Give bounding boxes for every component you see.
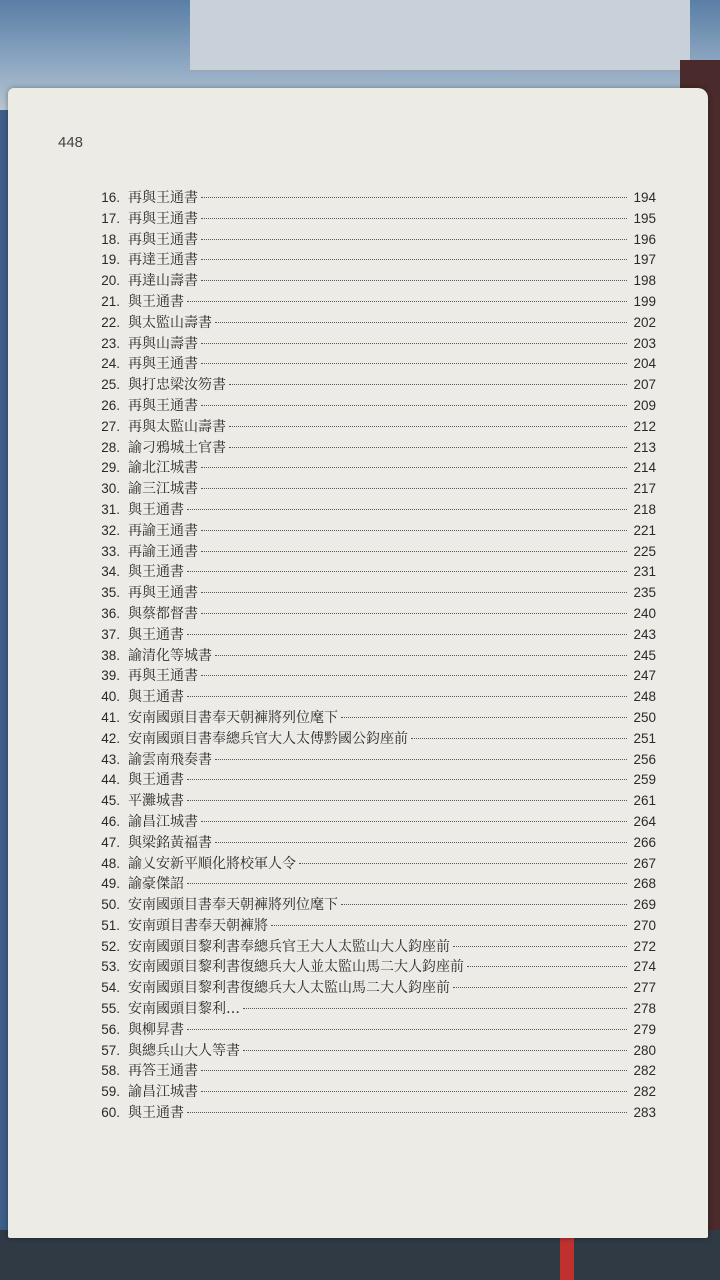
toc-dot-leader (201, 530, 627, 531)
toc-entry-page: 212 (633, 418, 656, 434)
toc-entry-title: 再與王通書 (128, 397, 198, 414)
toc-entry (86, 874, 656, 895)
toc-dot-leader (187, 571, 627, 572)
toc-entry-title: 安南頭目書奉天朝褲將 (128, 917, 268, 934)
toc-dot-leader (215, 842, 627, 843)
toc-entry-title: 諭北江城書 (128, 460, 198, 477)
toc-entry (86, 334, 656, 355)
toc-entry-page: 250 (633, 709, 656, 725)
toc-entry-number: 24. (101, 356, 120, 372)
toc-dot-leader (201, 675, 627, 676)
toc-entry-number: 47. (101, 834, 120, 850)
toc-dot-leader (453, 987, 627, 988)
toc-entry-page: 248 (633, 689, 656, 705)
toc-entry-number: 33. (101, 543, 120, 559)
toc-entry-title: 再諭王通書 (128, 543, 198, 560)
toc-entry-page: 194 (633, 190, 656, 205)
toc-entry (86, 687, 656, 708)
toc-entry-title: 與柳昇書 (128, 1021, 184, 1038)
toc-entry (86, 646, 656, 667)
toc-entry-title: 安南國頭目書奉總兵官大人太傅黔國公鈞座前 (128, 730, 408, 747)
toc-entry-title: 與太監山壽書 (128, 314, 212, 331)
toc-dot-leader (201, 259, 627, 260)
toc-entry-number: 44. (101, 772, 120, 788)
toc-entry (86, 375, 656, 396)
page-number: 448 (58, 134, 84, 151)
toc-entry-number: 60. (101, 1105, 120, 1121)
toc-entry-number: 57. (101, 1042, 120, 1058)
toc-entry-number: 55. (101, 1001, 120, 1017)
toc-entry-title: 諭昌江城書 (128, 813, 198, 830)
toc-entry-number: 36. (101, 605, 120, 621)
toc-entry-number: 25. (101, 377, 120, 393)
toc-entry-page: 268 (633, 876, 656, 892)
toc-entry-page: 280 (633, 1042, 656, 1058)
toc-entry-page: 235 (633, 585, 656, 601)
toc-entry (86, 895, 656, 916)
toc-entry (86, 1061, 656, 1082)
toc-entry-page: 209 (633, 397, 656, 413)
toc-dot-leader (201, 592, 627, 593)
toc-entry (86, 978, 656, 999)
toc-entry-title: 安南國頭目黎利書復總兵大人太監山馬二大人鈞座前 (128, 980, 450, 997)
toc-entry-page: 282 (633, 1084, 656, 1100)
toc-entry-page: 261 (633, 793, 656, 809)
toc-dot-leader (229, 447, 627, 448)
toc-entry-page: 269 (633, 897, 656, 913)
toc-entry (86, 770, 656, 791)
toc-entry (86, 625, 656, 646)
toc-entry-title: 與蔡都督書 (128, 605, 198, 622)
toc-entry-number: 45. (101, 793, 120, 809)
toc-entry-title: 再諭王通書 (128, 522, 198, 539)
toc-entry-page: 198 (633, 273, 656, 289)
toc-entry-page: 197 (633, 252, 656, 268)
toc-entry (86, 583, 656, 604)
toc-entry (86, 500, 656, 521)
toc-dot-leader (467, 966, 627, 967)
toc-entry-number: 56. (101, 1021, 120, 1037)
toc-entry-title: 再達山壽書 (128, 273, 198, 290)
toc-dot-leader (187, 779, 627, 780)
toc-entry-number: 32. (101, 522, 120, 538)
toc-dot-leader (201, 1091, 627, 1092)
toc-entry-number: 28. (101, 439, 120, 455)
toc-dot-leader (201, 1070, 627, 1071)
toc-entry-title: 諭清化等城書 (128, 647, 212, 664)
toc-dot-leader (341, 717, 627, 718)
toc-entry (86, 396, 656, 417)
toc-entry-number: 49. (101, 876, 120, 892)
toc-entry-page: 221 (633, 522, 656, 538)
toc-entry (86, 1041, 656, 1062)
toc-entry-title: 與王通書 (128, 626, 184, 643)
toc-entry-number: 29. (101, 460, 120, 476)
toc-entry-title: 與王通書 (128, 772, 184, 789)
toc-entry-page: 196 (633, 231, 656, 247)
toc-entry-title: 諭三江城書 (128, 481, 198, 498)
toc-dot-leader (187, 634, 627, 635)
toc-entry-page: 207 (633, 377, 656, 393)
toc-entry-page: 204 (633, 356, 656, 372)
toc-entry (86, 999, 656, 1020)
toc-entry (86, 354, 656, 375)
toc-entry-number: 22. (101, 314, 120, 330)
toc-entry (86, 957, 656, 978)
toc-entry-number: 42. (101, 730, 120, 746)
toc-dot-leader (201, 551, 627, 552)
toc-entry-page: 270 (633, 917, 656, 933)
toc-entry-page: 266 (633, 834, 656, 850)
toc-entry-title: 與王通書 (128, 564, 184, 581)
toc-dot-leader (271, 925, 627, 926)
toc-entry-title: 再達王通書 (128, 252, 198, 269)
toc-entry-title: 平灘城書 (128, 793, 184, 810)
toc-entry (86, 250, 656, 271)
toc-entry (86, 271, 656, 292)
toc-entry-page: 279 (633, 1021, 656, 1037)
toc-entry (86, 542, 656, 563)
toc-entry (86, 791, 656, 812)
toc-entry-title: 安南國頭目黎利… (128, 1001, 240, 1018)
toc-entry-page: 278 (633, 1001, 656, 1017)
toc-entry-number: 59. (101, 1084, 120, 1100)
toc-entry-number: 35. (101, 585, 120, 601)
book-page (8, 88, 708, 1238)
toc-entry (86, 708, 656, 729)
toc-entry (86, 479, 656, 500)
toc-entry-page: 231 (633, 564, 656, 580)
toc-dot-leader (201, 218, 627, 219)
toc-entry-title: 再與王通書 (128, 190, 198, 206)
toc-entry-number: 51. (101, 917, 120, 933)
toc-entry-page: 243 (633, 626, 656, 642)
toc-dot-leader (201, 467, 627, 468)
toc-entry-number: 21. (101, 293, 120, 309)
toc-entry (86, 188, 656, 209)
toc-entry (86, 230, 656, 251)
toc-entry-title: 諭乂安新平順化將校軍人令 (128, 855, 296, 872)
toc-entry-page: 213 (633, 439, 656, 455)
toc-entry-title: 安南國頭目書奉天朝褲將列位麾下 (128, 897, 338, 914)
toc-entry (86, 833, 656, 854)
toc-entry-title: 與王通書 (128, 1105, 184, 1122)
toc-entry (86, 292, 656, 313)
toc-dot-leader (187, 1029, 627, 1030)
toc-entry-title: 與王通書 (128, 293, 184, 310)
toc-entry-number: 23. (101, 335, 120, 351)
toc-entry (86, 313, 656, 334)
toc-entry-number: 54. (101, 980, 120, 996)
toc-entry-number: 19. (101, 252, 120, 268)
toc-entry-number: 58. (101, 1063, 120, 1079)
toc-entry-title: 再與王通書 (128, 668, 198, 685)
toc-dot-leader (215, 759, 627, 760)
toc-entry-number: 17. (101, 210, 120, 226)
toc-entry-title: 再與王通書 (128, 356, 198, 373)
toc-entry-page: 256 (633, 751, 656, 767)
toc-dot-leader (215, 322, 627, 323)
toc-dot-leader (341, 904, 627, 905)
toc-entry-page: 217 (633, 481, 656, 497)
toc-entry-number: 37. (101, 626, 120, 642)
toc-entry-number: 31. (101, 501, 120, 517)
toc-entry-number: 16. (101, 190, 120, 205)
toc-entry-page: 199 (633, 293, 656, 309)
toc-dot-leader (187, 1112, 627, 1113)
toc-entry-title: 再與太監山壽書 (128, 418, 226, 435)
toc-entry (86, 1020, 656, 1041)
toc-entry-page: 195 (633, 210, 656, 226)
toc-entry-number: 18. (101, 231, 120, 247)
toc-entry-title: 安南國頭目書奉天朝褲將列位麾下 (128, 709, 338, 726)
toc-entry-page: 251 (633, 730, 656, 746)
toc-entry-page: 218 (633, 501, 656, 517)
toc-entry (86, 521, 656, 542)
toc-dot-leader (215, 655, 627, 656)
toc-entry-title: 諭雲南飛奏書 (128, 751, 212, 768)
toc-entry-number: 20. (101, 273, 120, 289)
toc-entry (86, 937, 656, 958)
toc-entry-page: 282 (633, 1063, 656, 1079)
toc-entry-page: 245 (633, 647, 656, 663)
toc-entry-number: 50. (101, 897, 120, 913)
toc-entry-number: 53. (101, 959, 120, 975)
toc-dot-leader (201, 280, 627, 281)
toc-entry (86, 417, 656, 438)
toc-entry (86, 1103, 656, 1124)
toc-entry-page: 225 (633, 543, 656, 559)
toc-entry-title: 安南國頭目黎利書復總兵大人並太監山馬二大人鈞座前 (128, 959, 464, 976)
toc-entry (86, 854, 656, 875)
toc-entry-title: 再與王通書 (128, 210, 198, 227)
toc-entry-page: 259 (633, 772, 656, 788)
toc-entry-number: 38. (101, 647, 120, 663)
toc-entry-page: 274 (633, 959, 656, 975)
toc-dot-leader (453, 946, 627, 947)
toc-entry-title: 再答王通書 (128, 1063, 198, 1080)
background-object (190, 0, 690, 72)
toc-entry-page: 202 (633, 314, 656, 330)
toc-entry-page: 272 (633, 938, 656, 954)
toc-entry-title: 安南國頭目黎利書奉總兵官王大人太監山大人鈞座前 (128, 938, 450, 955)
toc-entry-number: 52. (101, 938, 120, 954)
toc-entry (86, 604, 656, 625)
toc-entry (86, 666, 656, 687)
toc-dot-leader (243, 1050, 627, 1051)
toc-entry-number: 43. (101, 751, 120, 767)
toc-entry (86, 209, 656, 230)
toc-dot-leader (411, 738, 627, 739)
toc-dot-leader (201, 363, 627, 364)
toc-entry-number: 39. (101, 668, 120, 684)
toc-entry-number: 46. (101, 813, 120, 829)
toc-entry-page: 267 (633, 855, 656, 871)
toc-entry-title: 與王通書 (128, 501, 184, 518)
toc-dot-leader (201, 821, 627, 822)
toc-entry-title: 諭豪傑詔 (128, 876, 184, 893)
toc-entry-page: 240 (633, 605, 656, 621)
toc-entry (86, 916, 656, 937)
toc-entry-title: 諭昌江城書 (128, 1084, 198, 1101)
toc-dot-leader (187, 800, 627, 801)
toc-dot-leader (243, 1008, 627, 1009)
toc-dot-leader (201, 488, 627, 489)
toc-entry-page: 247 (633, 668, 656, 684)
toc-entry-title: 與梁銘黃福書 (128, 834, 212, 851)
toc-entry (86, 750, 656, 771)
toc-entry-page: 203 (633, 335, 656, 351)
toc-entry-title: 再與王通書 (128, 231, 198, 248)
toc-entry-page: 283 (633, 1105, 656, 1121)
toc-entry-page: 214 (633, 460, 656, 476)
toc-entry (86, 562, 656, 583)
toc-entry (86, 438, 656, 459)
toc-entry-title: 再與王通書 (128, 585, 198, 602)
toc-entry-title: 與王通書 (128, 689, 184, 706)
toc-entry-number: 48. (101, 855, 120, 871)
toc-dot-leader (187, 883, 627, 884)
toc-dot-leader (201, 239, 627, 240)
toc-dot-leader (229, 384, 627, 385)
toc-entry-page: 264 (633, 813, 656, 829)
toc-entry-number: 30. (101, 481, 120, 497)
toc-dot-leader (201, 613, 627, 614)
toc-entry (86, 458, 656, 479)
toc-entry (86, 812, 656, 833)
toc-entry-number: 40. (101, 689, 120, 705)
toc-dot-leader (187, 696, 627, 697)
toc-entry (86, 1082, 656, 1103)
table-of-contents (86, 188, 656, 1124)
toc-entry-number: 34. (101, 564, 120, 580)
toc-dot-leader (201, 343, 627, 344)
toc-dot-leader (299, 863, 627, 864)
toc-entry-title: 與總兵山大人等書 (128, 1042, 240, 1059)
toc-dot-leader (201, 405, 627, 406)
toc-entry-title: 諭刁鴉城土官書 (128, 439, 226, 456)
toc-entry-page: 277 (633, 980, 656, 996)
toc-entry-number: 26. (101, 397, 120, 413)
toc-entry-number: 27. (101, 418, 120, 434)
toc-entry (86, 729, 656, 750)
toc-entry-number: 41. (101, 709, 120, 725)
toc-dot-leader (187, 509, 627, 510)
toc-entry-title: 再與山壽書 (128, 335, 198, 352)
toc-dot-leader (201, 197, 627, 198)
toc-entry-title: 與打忠梁汝笏書 (128, 377, 226, 394)
toc-dot-leader (187, 301, 627, 302)
toc-dot-leader (229, 426, 627, 427)
